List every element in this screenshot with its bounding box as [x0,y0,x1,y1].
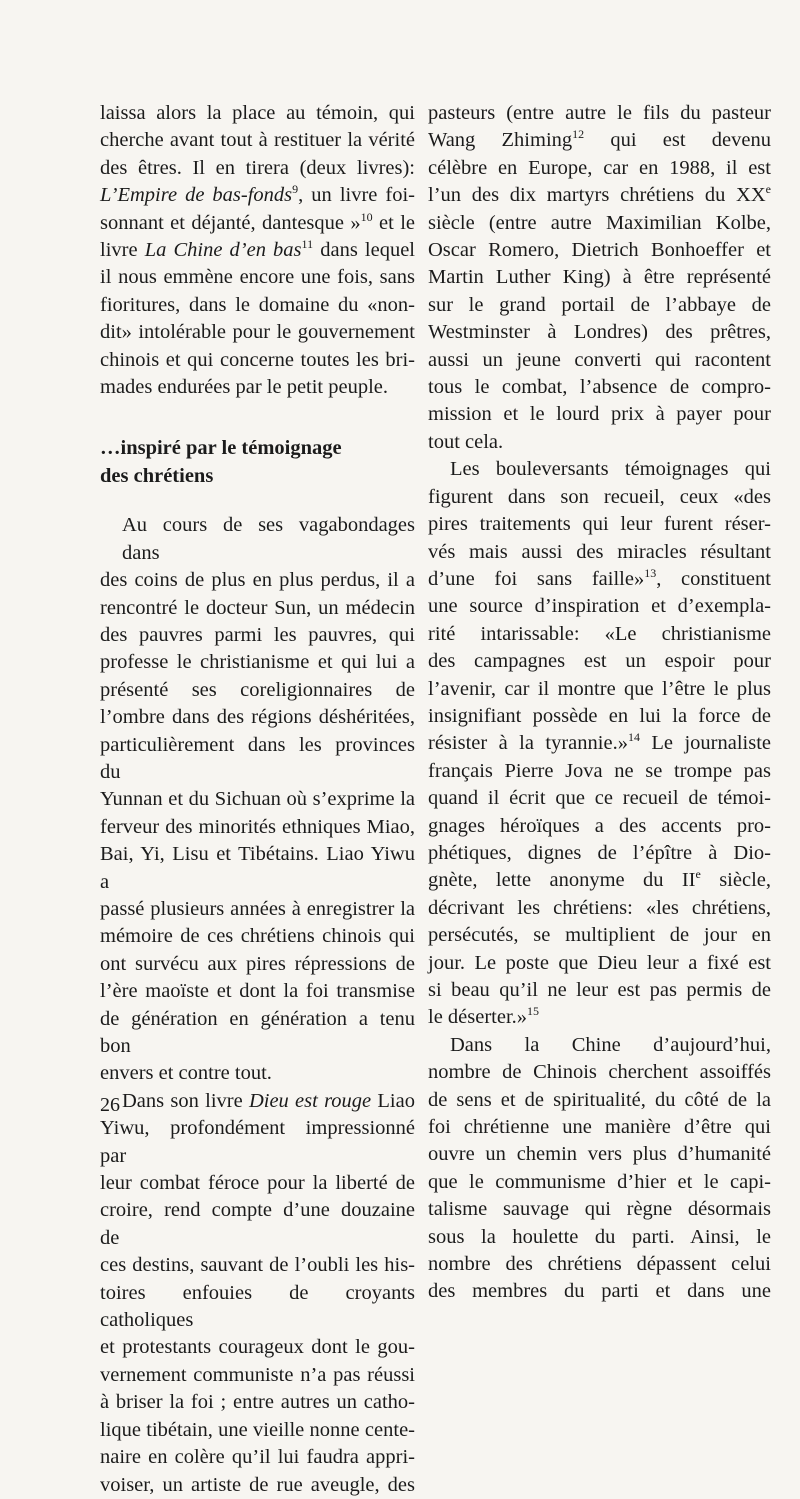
left-column [100,100,415,1499]
text-line: laissa alors la place au témoin, qui [100,102,415,124]
text-line: Martin Luther King) à être représenté [428,266,771,289]
text-line [100,1088,415,1115]
text-line: siècle (entre autre Maximilian Kolbe, [428,211,771,234]
footnote-ref: 11 [301,237,314,252]
book-title-dieu: Dieu est rouge [248,1089,372,1112]
text-line: lique tibétain, une vieille nonne cente- [100,1418,415,1441]
text-run: Dans son livre [122,1089,249,1112]
text-line: et protestants courageux dont le gou- [100,1336,415,1359]
text-line: à briser la foi ; entre autres un catho- [100,1391,415,1414]
book-title-chine: La Chine d’en bas [144,239,302,262]
text-line: des coins de plus en plus perdus, il a [100,569,415,592]
text-line [428,1004,771,1031]
paragraph-vagabondages [100,512,415,1088]
footnote-ref: 15 [527,1004,540,1019]
text-run: et le [372,211,415,234]
paragraph-dieu-est-rouge [100,1088,415,1499]
text-line: présenté ses coreligionnaires de [100,678,415,701]
text-run: le déserter.» [428,1006,528,1029]
text-line: l’ère maoïste et dont la foi transmise [100,980,415,1003]
superscript: e [765,182,771,197]
text-line: rencontré le docteur Sun, un médecin [100,596,415,619]
text-line: sous la houlette du parti. Ainsi, le [428,1225,771,1248]
text-line: pires traitements qui leur furent réser- [428,513,771,536]
text-line: jour. Le poste que Dieu leur a fixé est [428,951,771,974]
paragraph-chine-aujourdhui [428,1032,771,1306]
section-heading [100,435,415,490]
text-line: ces destins, sauvant de l’oubli les his- [100,1254,415,1277]
text-run: , constituent [656,567,771,590]
text-line: ferveur des minorités ethniques Miao, [100,815,415,838]
paragraph-temoin [100,100,415,401]
footnote-ref: 10 [360,209,373,224]
text-line [428,867,771,894]
text-line: il nous emmène encore une fois, sans [100,266,415,289]
text-line: quand il écrit que ce recueil de témoi- [428,787,771,810]
text-line [100,182,415,209]
text-line: de sens et de spiritualité, du côté de la [428,1088,771,1111]
text-line: persécutés, se multiplient de jour en [428,924,771,947]
text-run: résister à la tyrannie.» [428,732,628,755]
text-line: Dans la Chine d’aujourd’hui, [450,1033,771,1056]
footnote-ref: 9 [292,182,299,197]
heading-line: …inspiré par le témoignage [100,437,342,460]
text-line [428,182,771,209]
text-line: l’ombre dans des régions déshéritées, [100,706,415,729]
text-line: voiser, un artiste de rue aveugle, des [100,1473,415,1496]
text-line: chinois et qui concerne toutes les bri- [100,348,415,371]
text-line: Au cours de ses vagabondages dans [122,514,415,564]
paragraph-temoignages [428,456,771,1032]
text-line: phétiques, dignes de l’épître à Dio- [428,841,771,864]
text-line: vés mais aussi des miracles résultant [428,540,771,563]
footnote-ref: 14 [627,730,640,745]
text-line: Bai, Yi, Lisu et Tibétains. Liao Yiwu a [100,843,415,893]
text-line: des membres du parti et dans une [428,1280,771,1303]
text-line: aussi un jeune converti qui racontent [428,348,771,371]
text-line: français Pierre Jova ne se trompe pas [428,759,771,782]
text-line: une source d’inspiration et d’exempla- [428,595,771,618]
text-line: des êtres. Il en tirera (deux livres): [100,156,415,179]
text-run: livre [100,239,145,262]
text-line: insignifiant possède en lui la force de [428,704,771,727]
text-line: particulièrement dans les provinces du [100,733,415,783]
text-line: Les bouleversants témoignages qui [450,458,771,481]
text-line: des campagnes est un espoir pour [428,650,771,673]
text-run: dans lequel [313,239,415,262]
text-line [428,127,771,154]
heading-line: des chrétiens [100,464,214,487]
text-line [428,566,771,593]
text-line: mades endurées par le petit peuple. [100,376,389,399]
paragraph-pasteurs [428,100,771,456]
text-line [100,237,415,264]
text-line: Yunnan et du Sichuan où s’exprime la [100,788,415,811]
text-line: talisme sauvage qui règne désormais [428,1198,771,1221]
text-line: naire en colère qu’il lui faudra appri- [100,1446,415,1469]
text-line: sur le grand portail de l’abbaye de [428,293,771,316]
text-run: qui est devenu [584,129,772,152]
text-run: d’une foi sans faille» [428,567,645,590]
text-line: célèbre en Europe, car en 1988, il est [428,156,771,179]
text-run: Wang Zhiming [428,129,573,152]
text-line: cherche avant tout à restituer la vérité [100,129,415,152]
text-run: l’un des dix martyrs chrétiens du XX [428,184,766,207]
text-run: Le journaliste [639,732,772,755]
text-line: mission et le lourd prix à payer pour [428,403,771,426]
text-line: mémoire de ces chrétiens chinois qui [100,925,415,948]
text-line: leur combat féroce pour la liberté de [100,1172,415,1195]
text-line: tous le combat, l’absence de compro- [428,376,771,399]
text-line: si beau qu’il ne leur est pas permis de [428,979,771,1001]
text-line: des pauvres parmi les pauvres, qui [100,623,415,646]
text-line: de génération en génération a tenu bon [100,1007,415,1057]
text-line [100,210,415,237]
text-line: professe le christianisme et qui lui a [100,651,415,674]
text-line: figurent dans son recueil, ceux «des [428,485,771,508]
text-line: gnages héroïques a des accents pro- [428,814,771,837]
text-line: envers et contre tout. [100,1062,272,1085]
text-line: vernement communiste n’a pas réussi [100,1363,415,1386]
text-line: rité intarissable: «Le christianisme [428,622,771,645]
heading-gap [100,490,415,512]
text-line: nombre de Chinois cherchent assoiffés [428,1061,771,1084]
text-line: croire, rend compte d’une douzaine de [100,1199,415,1249]
superscript: e [695,867,701,882]
book-title-empire: L’Empire de bas-fonds [100,184,293,207]
right-column [428,100,771,1306]
text-run: gnète, lette anonyme du II [428,869,696,892]
text-run: siècle, [700,869,771,892]
text-line: toires enfouies de croyants catholiques [100,1281,415,1332]
text-run: sonnant et déjanté, dantesque » [100,211,361,234]
text-line: l’avenir, car il montre que l’être le plus [428,677,771,700]
text-line: nombre des chrétiens dépassent celui [428,1253,771,1276]
page-number: 26 [100,1094,120,1116]
footnote-ref: 12 [572,127,585,142]
text-line: dit» intolérable pour le gouvernement [100,321,415,344]
text-line: ont survécu aux pires répressions de [100,952,415,975]
text-line: Yiwu, profondément impressionné par [100,1117,415,1167]
text-line: Oscar Romero, Dietrich Bonhoeffer et [428,239,771,262]
text-line: décrivant les chrétiens: «les chrétiens, [428,896,771,919]
text-run: Liao [371,1089,415,1112]
text-line: pasteurs (entre autre le fils du pasteur [428,102,771,124]
text-line [428,730,771,757]
text-line: passé plusieurs années à enregistrer la [100,897,415,920]
text-line: que le communisme d’hier et le capi- [428,1170,771,1193]
text-line: fioritures, dans le domaine du «non- [100,293,415,316]
text-line: ouvre un chemin vers plus d’humanité [428,1143,771,1166]
text-line: tout cela. [428,430,504,453]
text-line: Westminster à Londres) des prêtres, [428,321,771,344]
text-run: , un livre foi- [298,184,415,207]
section-gap [100,401,415,435]
text-line: foi chrétienne une manière d’être qui [428,1116,771,1139]
footnote-ref: 13 [644,565,657,580]
